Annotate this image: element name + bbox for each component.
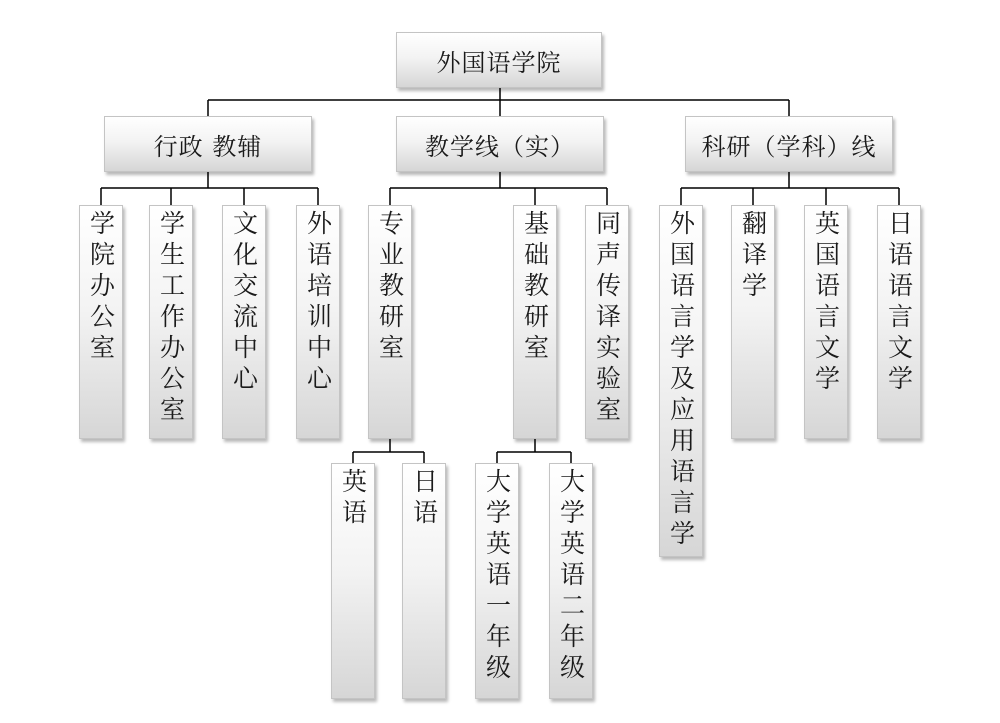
node-interpreting-lab: 同声传译实验室 [585, 205, 629, 439]
node-cultural-exchange-center: 文化交流中心 [222, 205, 266, 439]
node-translation-studies: 翻译学 [731, 205, 775, 439]
node-college-english-year1: 大学英语一年级 [475, 463, 519, 699]
node-student-affairs-office: 学生工作办公室 [149, 205, 193, 439]
node-english: 英语 [331, 463, 375, 699]
root-node: 外国语学院 [396, 32, 602, 88]
connector-basic-room [497, 439, 571, 463]
node-basic-teaching-room: 基础教研室 [513, 205, 557, 439]
node-college-office: 学院办公室 [79, 205, 123, 439]
connector-teaching [390, 172, 607, 205]
node-japanese-literature: 日语语言文学 [877, 205, 921, 439]
branch-admin: 行政 教辅 [104, 116, 312, 172]
node-language-training-center: 外语培训中心 [296, 205, 340, 439]
node-major-teaching-room: 专业教研室 [368, 205, 412, 439]
connector-admin [101, 172, 318, 205]
node-english-literature: 英国语言文学 [804, 205, 848, 439]
connector-research [681, 172, 899, 205]
connector-major-room [353, 439, 424, 463]
connector-root [208, 88, 789, 116]
node-japanese: 日语 [402, 463, 446, 699]
branch-research: 科研（学科）线 [685, 116, 893, 172]
node-linguistics: 外国语言学及应用语言学 [659, 205, 703, 557]
branch-teaching: 教学线（实） [396, 116, 604, 172]
node-college-english-year2: 大学英语二年级 [549, 463, 593, 699]
